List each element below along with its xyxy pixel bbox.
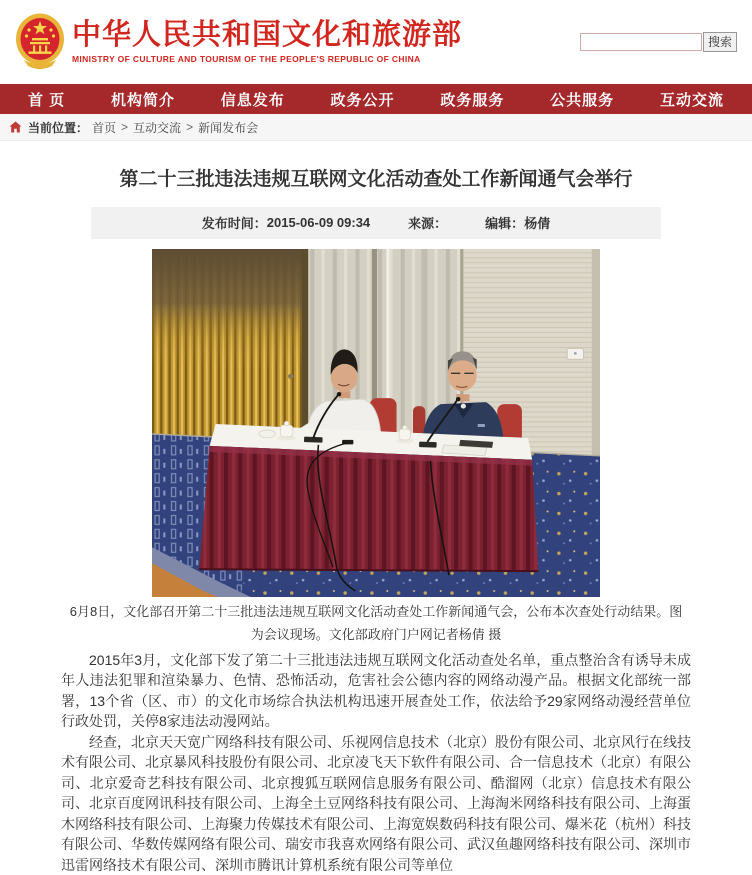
brand-text [72,20,462,63]
press-conference-photo [152,249,600,597]
site-logo-link[interactable] [15,13,462,71]
national-emblem-icon [15,13,65,71]
editor-label: 编辑： [485,216,525,232]
search-input[interactable] [580,33,702,51]
breadcrumb-link-home[interactable]: 首页 [92,120,117,135]
breadcrumb-separator: > [121,120,129,134]
article-meta-bar [91,207,661,239]
article-title: 第二十三批违法违规互联网文化活动查处工作新闻通气会举行 [119,169,633,190]
breadcrumb-separator: > [186,120,194,134]
nav-item-interaction[interactable]: 互动交流 [659,91,724,109]
source-label: 来源： [408,216,448,232]
nav-item-about[interactable]: 机构简介 [110,91,175,109]
publish-time-label: 发布时间： [201,216,267,232]
site-subtitle: MINISTRY OF CULTURE AND TOURISM OF THE PEOPLE'S REPUBLIC OF CHINA [72,53,421,64]
nav-item-gov-services[interactable]: 政务服务 [440,91,505,109]
breadcrumb-link-interaction[interactable]: 互动交流 [133,120,182,135]
home-icon [9,121,22,133]
nav-item-info-release[interactable]: 信息发布 [220,91,285,109]
breadcrumb-link-press-conference[interactable]: 新闻发布会 [198,120,259,135]
site-header [0,0,752,84]
search-box [580,32,737,52]
breadcrumb [0,114,752,141]
search-button[interactable]: 搜索 [703,32,737,52]
nav-item-public-services[interactable]: 公共服务 [550,91,615,109]
publish-time-value: 2015-06-09 09:34 [266,215,371,231]
nav-item-gov-openness[interactable]: 政务公开 [330,91,395,109]
article-paragraph-1: 2015年3月，文化部下发了第二十三批违法违规互联网文化活动查处名单，重点整治含有诱导未成年人违法犯罪和渲染暴力、色情、恐怖活动，危害社会公德内容的网络动漫产品。根据文化部统一部署，13个省（区、市）的文化市场综合执法机构迅速开展查处工作，依法给予29家网络动漫经营单位行政处罚，关停8家违法动漫网站。 [61,651,691,730]
article-figure [0,249,752,646]
site-title: 中华人民共和国文化和旅游部 [72,19,463,52]
article-paragraph-2: 经查，北京天天宽广网络科技有限公司、乐视网信息技术（北京）股份有限公司、北京风行在线技术有限公司、北京暴风科技股份有限公司、北京凌飞天下软件有限公司、合一信息技术（北京）有限公司、北京爱奇艺科技有限公司、北京搜狐互联网信息服务有限公司、酷溜网（北京）信息技术有限公司、北京百度网讯科技有限公司、上海全土豆网络科技有限公司、上海淘米网络科技有限公司、上海蛋木网络科技有限公司、上海聚力传媒技术有限公司、上海宽娱数码科技有限公司、爆米花（杭州）科技有限公司、华数传媒网络有限公司、瑞安市我喜欢网络有限公司、武汉鱼趣网络科技有限公司、深圳市迅雷网络技术有限公司、深圳市腾讯计算机系统有限公司等单位 [61,733,691,873]
photo-caption: 6月8日，文化部召开第二十三批违法违规互联网文化活动查处工作新闻通气会，公布本次查处行动结果。图为会议现场。文化部政府门户网记者杨倩 摄 [69,603,683,642]
nav-item-home[interactable]: 首 页 [28,91,66,109]
breadcrumb-label: 当前位置： [28,120,89,135]
main-nav [0,84,752,114]
article [0,167,752,875]
editor-value: 杨倩 [524,216,551,232]
